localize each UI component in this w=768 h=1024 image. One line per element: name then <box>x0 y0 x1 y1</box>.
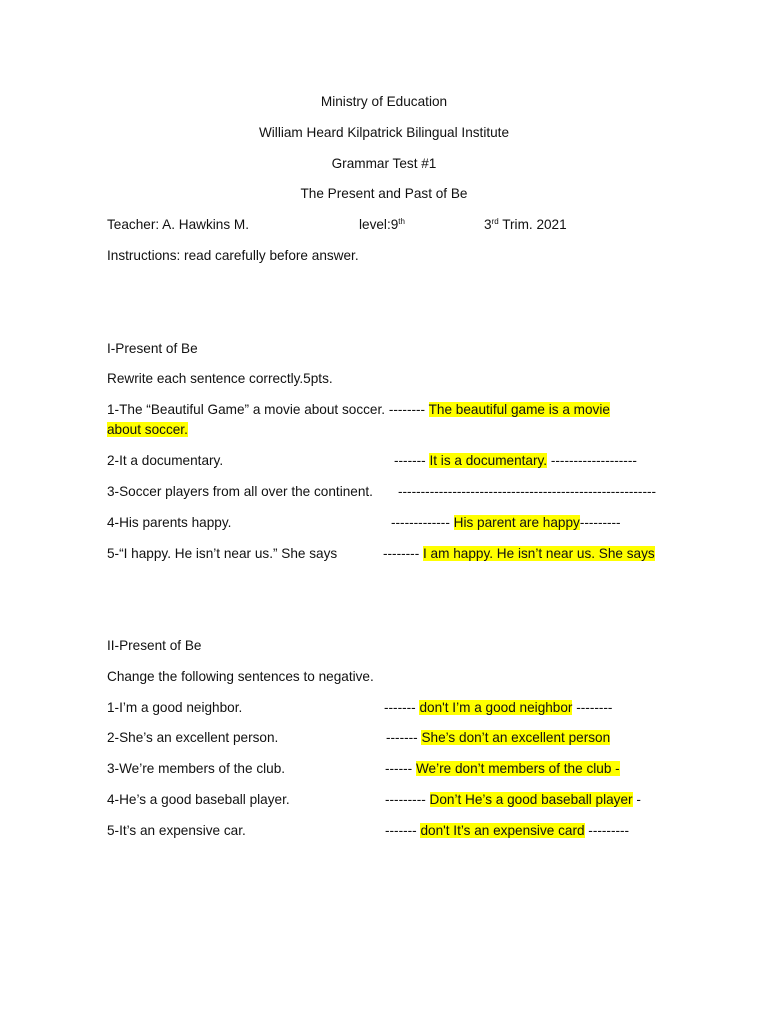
item-answer: I am happy. He isn’t near us. She says <box>423 546 655 561</box>
section1-item-1-continued <box>107 421 188 439</box>
item-dashes-after: --------- <box>584 823 630 838</box>
trimester-label <box>484 216 567 234</box>
section2-item-1-prompt: 1-I’m a good neighbor. <box>107 700 243 715</box>
item-dashes-after: ------------------- <box>547 453 637 468</box>
item-dashes: ------- <box>394 453 430 468</box>
item-dashes: --------- <box>385 792 430 807</box>
trimester-number: 3 <box>484 217 492 232</box>
section2-item-3-response <box>385 760 620 778</box>
item-answer: She’s don’t an excellent person <box>421 730 611 745</box>
section2-instruction: Change the following sentences to negative. <box>107 669 374 684</box>
item-dashes: ------------- <box>391 515 454 530</box>
item-dashes: -------- <box>383 546 423 561</box>
level-text: level:9 <box>359 217 399 232</box>
test-heading: Grammar Test #1 <box>331 156 437 171</box>
item-prompt: 1-The “Beautiful Game” a movie about soccer. <box>107 402 386 417</box>
item-dashes: -------- <box>385 402 429 417</box>
institute-heading: William Heard Kilpatrick Bilingual Institute <box>258 125 510 140</box>
item-dashes: ------ <box>385 761 416 776</box>
section1-item-3-prompt: 3-Soccer players from all over the continent. <box>107 484 373 499</box>
section2-item-2-prompt: 2-She’s an excellent person. <box>107 730 279 745</box>
topic-heading: The Present and Past of Be <box>300 186 468 201</box>
item-answer: The beautiful game is a movie <box>428 402 610 417</box>
item-answer: don't I’m a good neighbor <box>419 700 573 715</box>
trimester-superscript: rd <box>491 217 499 226</box>
section2-item-2-response <box>386 729 610 747</box>
item-dashes-after: --------- <box>579 515 621 530</box>
item-dashes: ------- <box>385 823 421 838</box>
item-answer: We’re don’t members of the club - <box>415 761 620 776</box>
section2-item-5-response <box>385 822 629 840</box>
section1-item-4-response <box>391 514 621 532</box>
level-superscript: th <box>398 217 405 226</box>
section2-item-3-prompt: 3-We’re members of the club. <box>107 761 286 776</box>
item-dashes-after: - <box>632 792 641 807</box>
item-answer: His parent are happy <box>453 515 580 530</box>
item-dashes: --------------------------------------------------------- <box>398 484 657 499</box>
section1-item-2-prompt: 2-It a documentary. <box>107 453 224 468</box>
item-dashes-after: -------- <box>572 700 613 715</box>
item-answer: don't It’s an expensive card <box>420 823 585 838</box>
section1-instruction: Rewrite each sentence correctly.5pts. <box>107 371 333 386</box>
item-dashes: ------- <box>386 730 422 745</box>
instructions-text: Instructions: read carefully before answer. <box>107 248 359 263</box>
section1-item-4-prompt: 4-His parents happy. <box>107 515 232 530</box>
section2-item-4-response <box>385 791 641 809</box>
item-answer: Don’t He’s a good baseball player <box>429 792 633 807</box>
section2-item-1-response <box>384 699 612 717</box>
section1-item-1 <box>107 401 610 419</box>
trimester-text: Trim. 2021 <box>498 217 567 232</box>
item-dashes: ------- <box>384 700 420 715</box>
ministry-heading: Ministry of Education <box>320 94 448 109</box>
section2-item-4-prompt: 4-He’s a good baseball player. <box>107 792 290 807</box>
item-answer-continued: about soccer. <box>107 422 188 437</box>
section1-item-2-response <box>394 452 637 470</box>
section1-title: I-Present of Be <box>107 341 198 356</box>
section2-title: II-Present of Be <box>107 638 202 653</box>
item-answer: It is a documentary. <box>429 453 548 468</box>
section1-item-5-response <box>383 545 655 563</box>
section2-item-5-prompt: 5-It’s an expensive car. <box>107 823 246 838</box>
level-label <box>359 216 405 234</box>
section1-item-5-prompt: 5-“I happy. He isn’t near us.” She says <box>107 546 338 561</box>
section1-item-3-response <box>398 483 656 501</box>
teacher-label: Teacher: A. Hawkins M. <box>107 217 250 232</box>
